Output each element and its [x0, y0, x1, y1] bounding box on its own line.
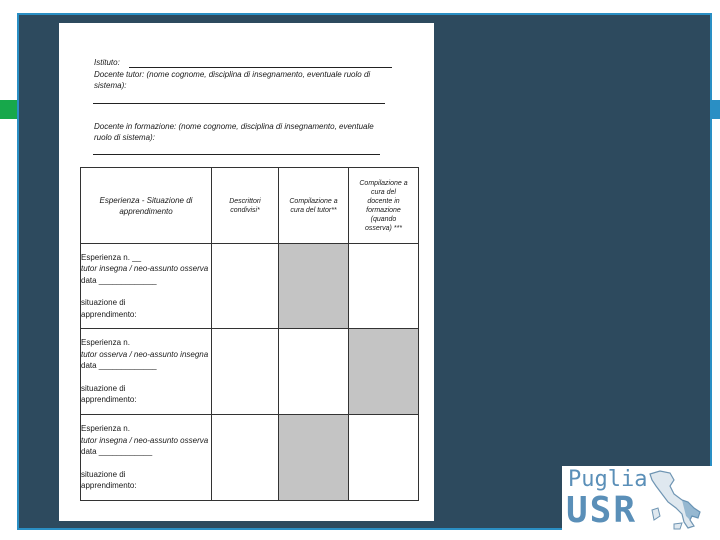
tutor-label-line-2: sistema):	[94, 81, 127, 90]
spacer	[81, 372, 211, 383]
tutor-cell	[279, 329, 349, 415]
formazione-label-line-2: ruolo di sistema):	[94, 133, 155, 142]
formazione-blank-line	[93, 154, 380, 155]
tutor-blank-line	[93, 103, 385, 104]
docente-cell	[349, 244, 419, 329]
formazione-label-line-1: Docente in formazione: (nome cognome, disciplina di insegnamento, eventuale	[94, 122, 374, 131]
tutor-label-line-1: Docente tutor: (nome cognome, disciplina di insegnamento, eventuale ruolo di	[94, 70, 371, 79]
table-header-row	[81, 168, 419, 244]
experience-cell	[81, 244, 212, 329]
experience-date: data ____________	[81, 447, 153, 457]
experience-title: Esperienza n.	[81, 424, 130, 434]
table-row	[81, 329, 419, 415]
docente-cell-shaded	[349, 329, 419, 415]
spacer	[81, 458, 211, 469]
experience-title: Esperienza n.	[81, 338, 130, 348]
experience-date: data _____________	[81, 361, 157, 371]
formazione-label	[94, 121, 384, 143]
descrittori-cell	[212, 244, 279, 329]
header-descrittori: Descrittori condivisi*	[212, 168, 279, 244]
tutor-label	[94, 69, 384, 91]
header-docente-formazione: Compilazione a cura del docente in formazione (quando osserva) ***	[349, 168, 419, 244]
experience-situation-cont: apprendimento:	[81, 481, 137, 491]
tutor-cell-shaded	[279, 415, 349, 501]
experience-date: data _____________	[81, 275, 157, 285]
experience-situation: situazione di	[81, 469, 126, 479]
table-row	[81, 415, 419, 501]
descrittori-cell	[212, 415, 279, 501]
usr-puglia-logo	[562, 466, 712, 530]
header-tutor: Compilazione a cura del tutor**	[279, 168, 349, 244]
blue-accent-bar	[712, 100, 720, 119]
logo-puglia-text: Puglia	[568, 467, 648, 492]
experience-role: tutor insegna / neo-assunto osserva	[81, 264, 209, 274]
experience-situation-cont: apprendimento:	[81, 395, 137, 405]
experience-role: tutor osserva / neo-assunto insegna	[81, 349, 209, 359]
document-page-image	[59, 23, 434, 521]
experience-table	[80, 167, 419, 501]
experience-title: Esperienza n. __	[81, 252, 142, 262]
logo-usr-text: USR	[566, 490, 638, 531]
docente-cell	[349, 415, 419, 501]
header-esperienza: Esperienza - Situazione di apprendimento	[81, 168, 212, 244]
descrittori-cell	[212, 329, 279, 415]
istituto-label: Istituto:	[94, 58, 120, 67]
experience-cell	[81, 415, 212, 501]
green-accent-bar	[0, 100, 17, 119]
experience-situation: situazione di	[81, 383, 126, 393]
table-row	[81, 244, 419, 329]
experience-situation: situazione di	[81, 298, 126, 308]
tutor-cell-shaded	[279, 244, 349, 329]
experience-role: tutor insegna / neo-assunto osserva	[81, 435, 209, 445]
spacer	[81, 286, 211, 297]
italy-map-icon	[644, 468, 710, 530]
istituto-blank-line	[129, 67, 392, 68]
experience-cell	[81, 329, 212, 415]
experience-situation-cont: apprendimento:	[81, 309, 137, 319]
